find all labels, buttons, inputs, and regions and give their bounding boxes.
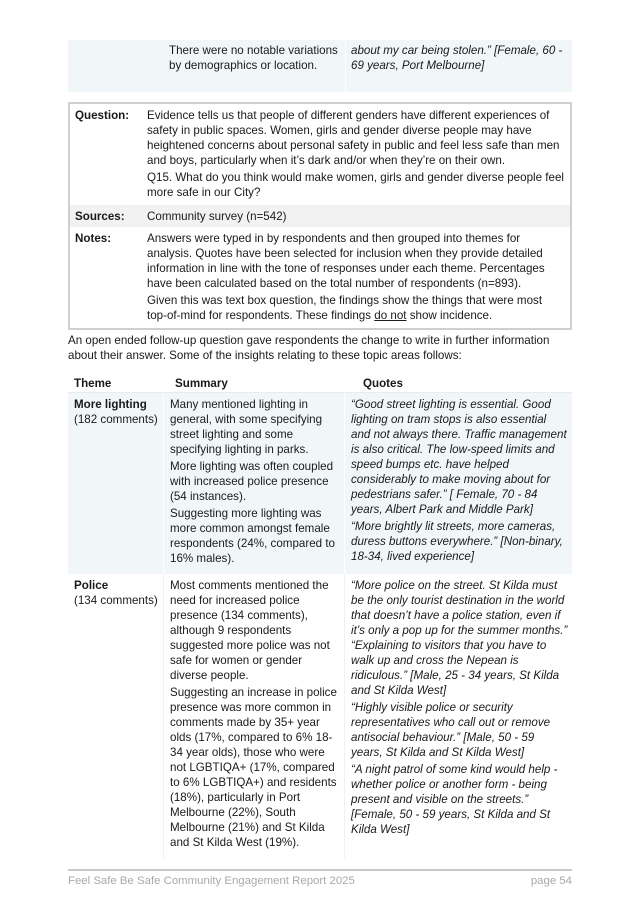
notes-label: Notes:: [75, 232, 112, 245]
theme-count: (182 comments): [74, 413, 158, 426]
quote-text: “More brightly lit streets, more cameras, duress buttons everywhere.” [Non-binary, 18-34, lived experience]: [351, 520, 563, 563]
page-number: page 54: [530, 875, 572, 887]
notes-value: [147, 227, 570, 328]
themes-table: [68, 374, 572, 858]
column-divider: [345, 40, 346, 92]
quote-text: “A night patrol of some kind would help - whether police or another form - being present and visible on the streets.” [Female, 50 - 59 years, St Kilda and St Kilda West]: [351, 763, 558, 836]
question-row: [70, 104, 570, 205]
continued-summary: There were no notable variations by demographics or location.: [169, 44, 338, 72]
summary-text: Many mentioned lighting in general, with some specifying street lighting and some specifying lighting in parks.: [170, 398, 323, 456]
summary-cell: [163, 393, 345, 574]
question-value: [147, 104, 570, 205]
header-summary: Summary: [175, 377, 228, 390]
summary-text: More lighting was often coupled with increased police presence (54 instances).: [170, 460, 334, 503]
summary-text: Suggesting an increase in police presence was more common in comments made by 35+ year olds (17%, compared to 6% 18-34 year olds), those who were not LGBTIQA+ (17%, compared to 6% LGBTIQA+) and residents (18%), particularly in Port Melbourne (22%), South Melbourne (21%) and St Kilda and St Kilda West (19%).: [170, 686, 337, 849]
theme-name: More lighting: [74, 398, 147, 411]
intro-paragraph: [68, 333, 574, 363]
table-header: [68, 374, 572, 393]
summary-text: Most comments mentioned the need for increased police presence (134 comments), although 9 respondents suggested more police was not safe for women or gender diverse people.: [170, 579, 330, 682]
header-quotes: Quotes: [363, 377, 403, 390]
table-row: [68, 574, 572, 858]
table-row: [68, 393, 572, 574]
intro-text: An open ended follow-up question gave respondents the change to write in further information about their answer. Some of the insights relating to these topic areas follows:: [68, 334, 550, 362]
summary-cell: [163, 574, 345, 858]
sources-row: [70, 205, 570, 227]
footer-divider: [68, 869, 572, 871]
question-text: Q15. What do you think would make women, girls and gender diverse people feel more safe in our City?: [147, 171, 564, 199]
theme-cell: [68, 574, 163, 858]
sources-label: Sources:: [75, 210, 125, 223]
header-theme: Theme: [74, 377, 112, 390]
continued-quote: about my car being stolen.” [Female, 60 - 69 years, Port Melbourne]: [351, 44, 563, 72]
notes-underlined: do not: [374, 309, 407, 322]
summary-text: Suggesting more lighting was more common amongst female respondents (24%, compared to 16% males).: [170, 507, 335, 565]
quote-text: “Good street lighting is essential. Good lighting on tram stops is also essential and not always there. Traffic management is also critical. The low-speed limits and speed bumps etc. have helped considerably to make moving about for pedestrians safer.” [ Female, 70 - 84 years, Albert Park and Middle Park]: [351, 398, 567, 516]
quotes-cell: [345, 574, 572, 858]
footer-title: Feel Safe Be Safe Community Engagement Report 2025: [68, 875, 355, 887]
theme-cell: [68, 393, 163, 574]
continued-table-row: [68, 40, 572, 92]
notes-text: Given this was text box question, the findings show the things that were most top-of-mind for respondents. These findings: [147, 294, 543, 322]
notes-row: [70, 227, 570, 328]
quotes-cell: [345, 393, 572, 574]
theme-count: (134 comments): [74, 594, 158, 607]
page-footer: [68, 874, 572, 889]
question-info-box: [68, 102, 572, 330]
quote-text: “Highly visible police or security representatives who call out or remove antisocial behaviour.” [Male, 50 - 59 years, St Kilda and St Kilda West]: [351, 701, 551, 759]
notes-text: show incidence.: [406, 309, 493, 322]
question-context: Evidence tells us that people of different genders have different experiences of safety in public spaces. Women, girls and gender diverse people may have heightened concerns about personal safety in public and feel less safe than men and boys, particularly when it’s dark and/or when they’re on their own.: [147, 109, 560, 167]
quote-text: “More police on the street. St Kilda must be the only tourist destination in the world that doesn’t have a police station, even if it’s only a pop up for the summer months.” “Explaining to visitors that you have to walk up and cross the Nepean is ridiculous.” [Male, 25 - 34 years, St Kilda and St Kilda West]: [351, 579, 568, 697]
sources-value: Community survey (n=542): [147, 210, 287, 223]
notes-paragraph-2: [147, 293, 564, 323]
notes-paragraph-1: Answers were typed in by respondents and then grouped into themes for analysis. Quotes have been selected for inclusion when they provide detailed information in line with the tone of responses under each theme. Percentages have been calculated based on the total number of respondents (n=893).: [147, 232, 545, 290]
question-label: Question:: [75, 109, 130, 122]
theme-name: Police: [74, 579, 109, 592]
